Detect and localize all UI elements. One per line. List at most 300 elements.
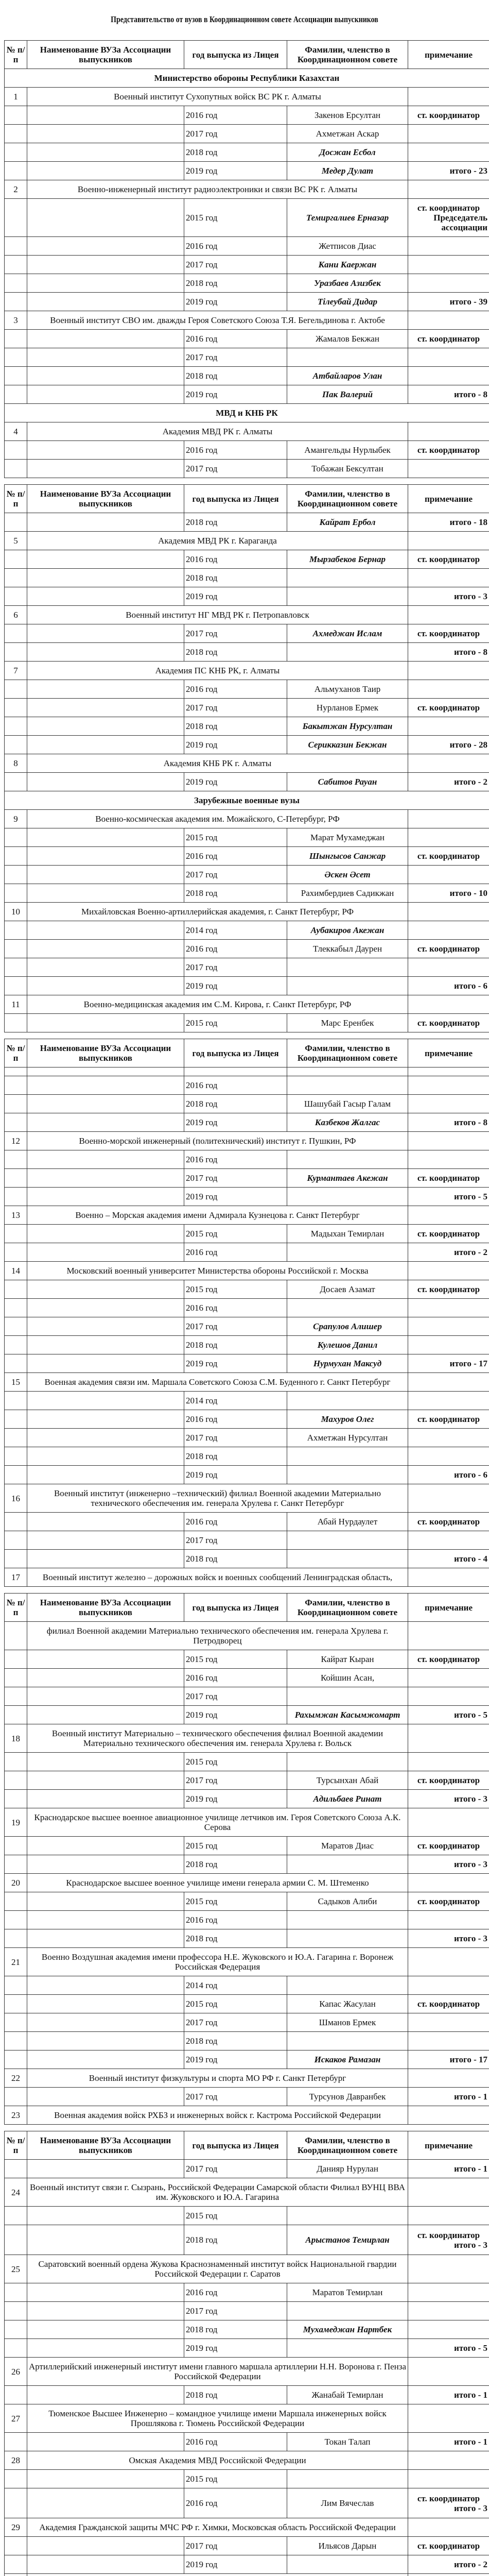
year-cell: 2016 год [184, 550, 287, 569]
num-cell [5, 1771, 27, 1790]
member-row [5, 1550, 489, 1568]
num-cell [5, 125, 27, 143]
name-cell [27, 847, 184, 866]
note-cell [408, 1669, 489, 1687]
num-cell [5, 2207, 27, 2225]
member-row [5, 680, 489, 699]
member-row [5, 699, 489, 717]
num-cell [5, 2386, 27, 2404]
note-cell [408, 2358, 489, 2386]
section-heading: Министерство обороны Республики Казахстан [5, 69, 489, 88]
institution-name [27, 662, 408, 680]
note-cell: итого - 8 [408, 385, 489, 404]
note-cell [408, 2207, 489, 2225]
member-row [5, 1753, 489, 1771]
header-name: Наименование ВУЗа Ассоциации выпускников [27, 2131, 184, 2160]
institution-name [27, 2106, 408, 2125]
institution-row [5, 1484, 489, 1513]
member-row [5, 847, 489, 866]
member-name: Маратов Темирлан [287, 2283, 408, 2302]
row-number: 10 [5, 903, 27, 921]
name-cell [27, 1976, 184, 1995]
year-cell: 2016 год [184, 1150, 287, 1169]
num-cell [5, 2302, 27, 2320]
num-cell [5, 2537, 27, 2555]
member-row [5, 1513, 489, 1531]
member-name [287, 2339, 408, 2358]
num-cell [5, 460, 27, 478]
institution-text: Военно-морской инженерный (политехнический) институт г. Пушкин, РФ [79, 1136, 356, 1146]
document-body [0, 40, 489, 2576]
institution-text: Краснодарское высшее военное авиационное училище летчиков им. Героя Советского Союза А.К. Серова [34, 1812, 401, 1832]
name-cell [27, 441, 184, 460]
member-name [287, 2555, 408, 2574]
name-cell [27, 1317, 184, 1336]
member-name: Амангельды Нурлыбек [287, 441, 408, 460]
member-row [5, 348, 489, 367]
total-label: итого - 3 [454, 2240, 487, 2250]
institution-row [5, 2574, 489, 2576]
institution-name [27, 2574, 408, 2576]
member-name: Кайрат Ербол [287, 513, 408, 532]
institution-text: Московский военный университет Министерства обороны Российской г. Москва [66, 1266, 369, 1276]
note-cell [408, 2225, 489, 2255]
note-cell: итого - 5 [408, 2339, 489, 2358]
member-name: Лим Вячеслав [287, 2488, 408, 2518]
num-cell [5, 106, 27, 125]
name-cell [27, 1280, 184, 1299]
institution-row [5, 606, 489, 624]
institution-text: Саратовский военный ордена Жукова Краснознаменный институт войск Национальной гвардии Российской Федерации г. Саратов [38, 2259, 397, 2279]
year-cell: 2019 год [184, 1188, 287, 1206]
member-name: Турсынхан Абай [287, 1771, 408, 1790]
note-cell [408, 88, 489, 106]
note-cell: итого - 1 [408, 2433, 489, 2451]
name-cell [27, 162, 184, 180]
name-cell [27, 680, 184, 699]
institution-row [5, 1262, 489, 1280]
member-name: Нурмухан Максуд [287, 1354, 408, 1373]
institution-text: Военный институт (инженерно –технический) филиал Военной академии Материально технического обеспечения им. генерала Хрулева г. Санкт Петербург [54, 1488, 381, 1508]
note-cell: итого - 3 [408, 1790, 489, 1808]
num-cell [5, 1550, 27, 1568]
institution-text: Академия Гражданской защиты МЧС РФ г. Химки, Московская область Российской Федерации [39, 2522, 396, 2532]
member-name [287, 569, 408, 587]
num-cell [5, 828, 27, 847]
year-cell: 2017 год [184, 2088, 287, 2106]
institution-row [5, 2178, 489, 2207]
member-row [5, 1317, 489, 1336]
note-cell [408, 460, 489, 478]
header-member: Фамилии, членство в Координационном совете [287, 1039, 408, 1067]
member-name: Ахмеджан Ислам [287, 624, 408, 643]
member-row [5, 2386, 489, 2404]
year-cell: 2016 год [184, 680, 287, 699]
institution-text: Военный институт связи г. Сызрань, Российской Федерации Самарской области Филиал ВУНЦ ВВА им. Жуковского и Ю.А. Гагарина [29, 2182, 406, 2202]
year-cell: 2018 год [184, 2386, 287, 2404]
header-name: Наименование ВУЗа Ассоциации выпускников [27, 1594, 184, 1622]
institution-row [5, 2106, 489, 2125]
row-number: 11 [5, 995, 27, 1014]
member-name [287, 1855, 408, 1874]
member-row [5, 2050, 489, 2069]
member-row [5, 1706, 489, 1724]
year-cell: 2018 год [184, 1550, 287, 1568]
note-cell [408, 125, 489, 143]
header-num: № п/п [5, 1594, 27, 1622]
note-cell: итого - 2 [408, 1243, 489, 1262]
row-number: 21 [5, 1948, 27, 1976]
num-cell [5, 1095, 27, 1113]
note-cell [408, 237, 489, 256]
member-row [5, 1410, 489, 1429]
note-cell: итого - 10 [408, 884, 489, 903]
header-note: примечание [408, 1594, 489, 1622]
institution-text: Военный институт физкультуры и спорта МО РФ г. Санкт Петербург [89, 2073, 346, 2083]
member-name [287, 1531, 408, 1550]
member-name [287, 587, 408, 606]
num-cell [5, 256, 27, 274]
institution-row [5, 1874, 489, 1892]
name-cell [27, 1837, 184, 1855]
name-cell [27, 773, 184, 791]
num-cell [5, 199, 27, 237]
year-cell: 2015 год [184, 1995, 287, 2013]
member-row [5, 1150, 489, 1169]
member-row [5, 2555, 489, 2574]
header-member: Фамилии, членство в Координационном совете [287, 1594, 408, 1622]
note-cell [408, 903, 489, 921]
member-row [5, 330, 489, 348]
institution-text: Михайловская Военно-артиллерийская академия, г. Санкт Петербург, РФ [81, 907, 354, 917]
year-cell: 2018 год [184, 1095, 287, 1113]
member-row [5, 1392, 489, 1410]
year-cell: 2017 год [184, 1771, 287, 1790]
member-row [5, 1336, 489, 1354]
row-number: 27 [5, 2404, 27, 2433]
header-row [5, 1594, 489, 1622]
note-cell [408, 180, 489, 199]
note-cell [408, 717, 489, 736]
name-cell [27, 977, 184, 995]
member-name: Аубакиров Акежан [287, 921, 408, 940]
year-cell: 2017 год [184, 1169, 287, 1188]
member-name: Досжан Есбол [287, 143, 408, 162]
institution-row [5, 88, 489, 106]
note-cell: итого - 3 [408, 1929, 489, 1948]
row-number: 22 [5, 2069, 27, 2088]
name-cell [27, 1466, 184, 1484]
member-row [5, 2488, 489, 2518]
note-cell [408, 1067, 489, 1076]
note-cell [408, 1531, 489, 1550]
coordinator-label: ст. координатор [417, 203, 480, 213]
row-number: 15 [5, 1373, 27, 1392]
member-name: Казбеков Жалгас [287, 1113, 408, 1132]
member-name: Кайрат Кыран [287, 1650, 408, 1669]
header-row [5, 2131, 489, 2160]
name-cell [27, 2433, 184, 2451]
num-cell [5, 1113, 27, 1132]
year-cell: 2016 год [184, 1243, 287, 1262]
member-name: Пак Валерий [287, 385, 408, 404]
row-number: 24 [5, 2178, 27, 2207]
institution-text: Академия ПС КНБ РК, г. Алматы [155, 666, 280, 675]
year-cell: 2015 год [184, 1837, 287, 1855]
name-cell [27, 866, 184, 884]
member-row [5, 1299, 489, 1317]
note-cell [408, 866, 489, 884]
member-name: Кулешов Данил [287, 1336, 408, 1354]
institution-row [5, 1948, 489, 1976]
member-name: Уразбаев Азизбек [287, 274, 408, 293]
member-row [5, 1113, 489, 1132]
note-cell [408, 1948, 489, 1976]
member-name: Бакытжан Нурсултан [287, 717, 408, 736]
num-cell [5, 143, 27, 162]
num-cell [5, 2470, 27, 2488]
num-cell [5, 1429, 27, 1447]
num-cell [5, 866, 27, 884]
num-cell [5, 1014, 27, 1032]
name-cell [27, 385, 184, 404]
name-cell [27, 1447, 184, 1466]
row-number: 29 [5, 2518, 27, 2537]
member-name [287, 1188, 408, 1206]
institution-name [27, 422, 408, 441]
member-row [5, 460, 489, 478]
num-cell [5, 1392, 27, 1410]
note-cell [408, 348, 489, 367]
num-cell [5, 2225, 27, 2255]
year-cell: 2017 год [184, 624, 287, 643]
institution-row [5, 810, 489, 828]
member-row [5, 1447, 489, 1466]
year-cell: 2019 год [184, 2555, 287, 2574]
note-cell: ст. координатор [408, 940, 489, 958]
institution-text: Военный институт СВО им. дважды Героя Советского Союза Т.Я. Бегельдинова г. Актобе [50, 315, 385, 325]
note-cell [408, 2302, 489, 2320]
member-name: Жетписов Диас [287, 237, 408, 256]
total-label: Председатель ассоциации [433, 213, 487, 232]
member-name: Әскен Әсет [287, 866, 408, 884]
note-cell: итого - 3 [408, 587, 489, 606]
header-year: год выпуска из Лицея [184, 41, 287, 69]
num-cell [5, 385, 27, 404]
name-cell [27, 1687, 184, 1706]
member-row [5, 2433, 489, 2451]
note-cell [408, 1753, 489, 1771]
row-number: 4 [5, 422, 27, 441]
row-number: 20 [5, 1874, 27, 1892]
institution-name [27, 2404, 408, 2433]
year-cell: 2015 год [184, 1225, 287, 1243]
institution-name [27, 88, 408, 106]
section-heading: МВД и КНБ РК [5, 404, 489, 422]
name-cell [27, 1531, 184, 1550]
member-name: Рахимбердиев Садикжан [287, 884, 408, 903]
note-cell: ст. координатор [408, 1650, 489, 1669]
member-row [5, 1354, 489, 1373]
year-cell: 2016 год [184, 106, 287, 125]
member-row [5, 1687, 489, 1706]
year-cell: 2015 год [184, 2207, 287, 2225]
year-cell: 2019 год [184, 773, 287, 791]
name-cell [27, 2555, 184, 2574]
member-row [5, 274, 489, 293]
member-row [5, 1911, 489, 1929]
institution-row [5, 1622, 489, 1650]
note-cell [408, 256, 489, 274]
institution-text: Военный институт Материально – технического обеспечения филиал Военной академии Материально технического обеспечения им. генерала Хрулева г. Вольск [51, 1728, 383, 1748]
num-cell [5, 569, 27, 587]
member-row [5, 884, 489, 903]
year-cell: 2017 год [184, 699, 287, 717]
member-name: Шманов Ермек [287, 2013, 408, 2032]
row-number: 25 [5, 2255, 27, 2283]
institution-name [27, 2178, 408, 2207]
member-name: Шынгысов Санжар [287, 847, 408, 866]
institution-row [5, 2518, 489, 2537]
note-cell [408, 662, 489, 680]
row-number: 13 [5, 1206, 27, 1225]
member-row [5, 2470, 489, 2488]
num-cell [5, 550, 27, 569]
note-cell: ст. координатор [408, 1410, 489, 1429]
coordinator-label: ст. координатор [417, 2230, 480, 2240]
row-number: 19 [5, 1808, 27, 1837]
year-cell: 2019 год [184, 162, 287, 180]
institution-name [27, 1262, 408, 1280]
page-title: Представительство от вузов в Координационном совете Ассоциации выпускников [111, 14, 378, 24]
name-cell [27, 1150, 184, 1169]
name-cell [27, 2088, 184, 2106]
institution-row [5, 311, 489, 330]
member-row [5, 736, 489, 754]
num-cell [5, 977, 27, 995]
note-cell [408, 2032, 489, 2050]
note-cell [408, 2013, 489, 2032]
year-cell: 2017 год [184, 1531, 287, 1550]
total-label: итого - 3 [454, 2503, 487, 2513]
name-cell [27, 1067, 184, 1076]
institution-name [27, 1484, 408, 1513]
num-cell [5, 921, 27, 940]
member-name: Жанабай Темирлан [287, 2386, 408, 2404]
member-name: Арыстанов Темирлан [287, 2225, 408, 2255]
name-cell [27, 513, 184, 532]
name-cell [27, 2470, 184, 2488]
note-cell: ст. координатор [408, 699, 489, 717]
header-name: Наименование ВУЗа Ассоциации выпускников [27, 485, 184, 513]
note-cell: ст. координатор [408, 550, 489, 569]
name-cell [27, 2302, 184, 2320]
note-cell [408, 1874, 489, 1892]
note-cell [408, 1150, 489, 1169]
member-name: Мадыхан Темирлан [287, 1225, 408, 1243]
note-cell [408, 569, 489, 587]
name-cell [27, 199, 184, 237]
member-name [287, 1150, 408, 1169]
year-cell: 2018 год [184, 367, 287, 385]
member-row [5, 2013, 489, 2032]
member-row [5, 643, 489, 662]
num-cell [5, 1995, 27, 2013]
note-cell: ст. координатор [408, 1513, 489, 1531]
num-cell [5, 1513, 27, 1531]
institution-name [27, 1622, 408, 1650]
institution-text: Военный институт Сухопутных войск ВС РК г. Алматы [114, 92, 321, 101]
header-year: год выпуска из Лицея [184, 1594, 287, 1622]
year-cell: 2019 год [184, 1790, 287, 1808]
institution-text: Военно-инженерный институт радиоэлектроники и связи ВС РК г. Алматы [77, 184, 358, 194]
member-name [287, 1911, 408, 1929]
num-cell [5, 1076, 27, 1095]
name-cell [27, 2283, 184, 2302]
section-row [5, 69, 489, 88]
name-cell [27, 643, 184, 662]
note-cell [408, 1132, 489, 1150]
institution-text: Военная академия войск РХБЗ и инженерных войск г. Кастрома Российской Федерации [54, 2110, 381, 2120]
num-cell [5, 1188, 27, 1206]
member-name: Тобажан Бексултан [287, 460, 408, 478]
note-cell: итого - 8 [408, 1113, 489, 1132]
row-number: 12 [5, 1132, 27, 1150]
num-cell [5, 2032, 27, 2050]
member-name [287, 2470, 408, 2488]
year-cell: 2019 год [184, 977, 287, 995]
note-cell: ст. координатор [408, 1995, 489, 2013]
note-cell [408, 1076, 489, 1095]
institution-row [5, 2255, 489, 2283]
member-name: Кани Каержан [287, 256, 408, 274]
num-cell [5, 1410, 27, 1429]
num-cell [5, 1354, 27, 1373]
num-cell [5, 736, 27, 754]
year-cell: 2016 год [184, 1410, 287, 1429]
institution-name [27, 1206, 408, 1225]
note-cell: итого - 28 [408, 736, 489, 754]
note-cell: ст. координатор [408, 1014, 489, 1032]
institution-name [27, 2069, 408, 2088]
note-cell [408, 2518, 489, 2537]
member-row [5, 2537, 489, 2555]
member-row [5, 550, 489, 569]
member-name [287, 1447, 408, 1466]
institution-text: Омская Академия МВД Российской Федерации [129, 2455, 306, 2465]
note-cell [408, 274, 489, 293]
member-name: Данияр Нурулан [287, 2160, 408, 2178]
year-cell: 2017 год [184, 1687, 287, 1706]
name-cell [27, 348, 184, 367]
institution-row [5, 662, 489, 680]
note-cell [408, 1911, 489, 1929]
name-cell [27, 2050, 184, 2069]
note-cell [408, 1724, 489, 1753]
institution-name [27, 606, 408, 624]
member-row [5, 1650, 489, 1669]
year-cell: 2014 год [184, 921, 287, 940]
header-member: Фамилии, членство в Координационном совете [287, 485, 408, 513]
name-cell [27, 460, 184, 478]
institution-name [27, 311, 408, 330]
note-cell [408, 1262, 489, 1280]
year-cell: 2019 год [184, 1113, 287, 1132]
year-cell: 2018 год [184, 569, 287, 587]
member-name: Нурланов Ермек [287, 699, 408, 717]
institution-name [27, 2451, 408, 2470]
member-row [5, 866, 489, 884]
